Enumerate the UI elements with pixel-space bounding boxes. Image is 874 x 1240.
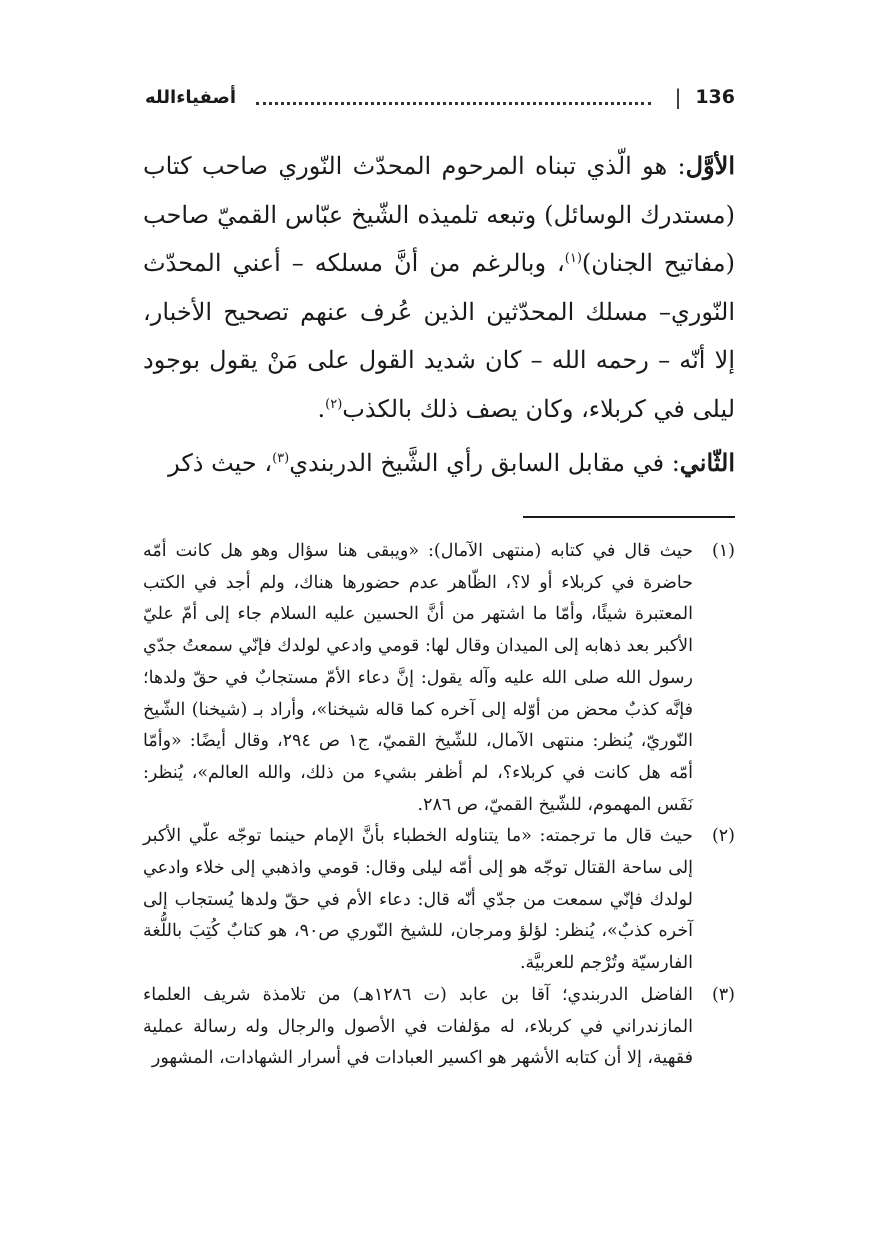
p2-text-2: ، حيث ذكر xyxy=(168,449,273,477)
header-dot-leader xyxy=(256,102,651,105)
p1-text-2: ، وبالرغم من أنَّ مسلكه – أعني المحدّث النّوري– مسلك المحدّثين الذين عُرف عنهم تصحيح الأخبار، إلا أنّه – رحمه الله – كان شديد القول على مَنْ يقول بوجود ليلى في كربلاء، وكان يصف ذلك بالكذب xyxy=(143,249,735,423)
footnote-text: حيث قال في كتابه (منتهى الآمال): «ويبقى هنا سؤال وهو هل كانت أمّه حاضرة في كربلاء أو لا؟، الظّاهر عدم حضورها هناك، ولم أجد في الكتب المعتبرة شيئًا، وأمّا ما اشتهر من أنَّ الحسين عليه السلام جاء إلى أمّ عليّ الأكبر بعد ذهابه إلى الميدان وقال لها: قومي وادعي لولدك فإنّي سمعتُ جدّي رسول الله صلى الله عليه وآله يقول: إنَّ دعاء الأمّ مستجابٌ في حقّ ولدها؛ فإنَّه كذبٌ محض من أوّله إلى آخره كما قاله شيخنا»، وأراد بـ (شيخنا) الشّيخ النّوريّ، يُنظر: منتهى الآمال، للشّيخ القميّ، ج١ ص ٢٩٤، وقال أيضًا: «وأمّا أمّه هل كانت في كربلاء؟، لم أظفر بشيء من ذلك، والله العالم»، يُنظر: نَفَس المهموم، للشّيخ القميّ، ص ٢٨٦. xyxy=(143,541,693,815)
p1-text-3: . xyxy=(317,394,326,423)
footnote-divider xyxy=(523,516,735,518)
footnote-2 xyxy=(143,821,735,980)
footnote-1 xyxy=(143,536,735,821)
header-separator: | xyxy=(674,85,682,109)
footnote-ref-2[interactable]: (٢) xyxy=(325,396,343,412)
paragraph-first xyxy=(143,142,735,433)
term-second: الثّاني xyxy=(679,448,735,477)
term-first: الأوَّل xyxy=(685,151,735,180)
footnote-text: الفاضل الدربندي؛ آقا بن عابد (ت ١٢٨٦هـ) من تلامذة شريف العلماء المازندراني في كربلاء، له مؤلفات في الأصول والرجال وله رسالة عملية فقهية، إلا أن كتابه الأشهر هو اكسير العبادات في أسرار الشهادات، المشهور xyxy=(143,984,693,1069)
p1-text-1: : هو الّذي تبناه المرحوم المحدّث النّوري صاحب كتاب (مستدرك الوسائل) وتبعه تلميذه الشّيخ عبّاس القميّ صاحب (مفاتيح الجنان) xyxy=(143,152,735,277)
page-number: 136 xyxy=(695,86,735,108)
paragraph-second xyxy=(143,439,735,488)
p2-text-1: : في مقابل السابق رأي الشَّيخ الدربندي xyxy=(289,449,680,477)
footnote-3 xyxy=(143,980,735,1075)
page-header xyxy=(145,80,735,114)
footnotes xyxy=(143,536,735,1075)
footnote-ref-3[interactable]: (٣) xyxy=(272,451,290,466)
main-text xyxy=(143,142,735,488)
footnote-ref-1[interactable]: (١) xyxy=(564,251,582,266)
footnote-number: (٢) xyxy=(711,826,735,847)
footnote-number: (٣) xyxy=(711,984,735,1005)
footnote-text: حيث قال ما ترجمته: «ما يتناوله الخطباء بأنَّ الإمام حينما توجّه علّي الأكبر إلى ساحة القتال توجّه هو إلى أمّه ليلى وقال: قومي واذهبي إلى خلاء وادعي لولدك فإنّي سمعت من جدّي أنّه قال: دعاء الأم في حقّ ولدها يُستجاب إلى آخره كذبٌ»، يُنظر: لؤلؤ ومرجان، للشيخ النّوري ص٩٠، هو كتابٌ كُتِبَ باللُّغة الفارسيّة وتُرْجم للعربيَّة. xyxy=(143,826,694,974)
footnote-number: (١) xyxy=(711,541,735,561)
book-title: أصفياءالله xyxy=(145,86,237,108)
